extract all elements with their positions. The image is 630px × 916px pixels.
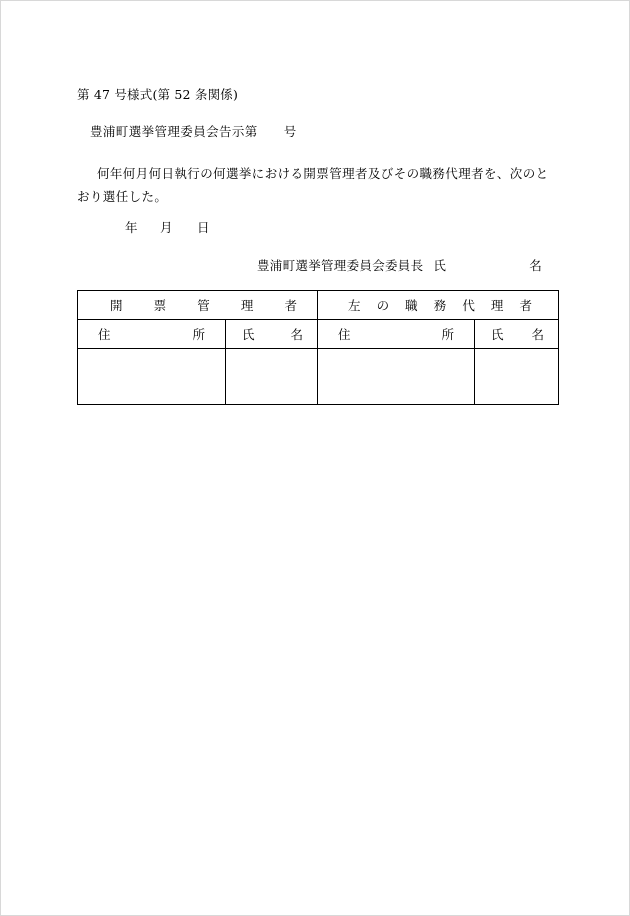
header-address-char: 所 [192,327,205,342]
header-deputy [318,291,559,320]
header-name-char: 氏 [491,327,504,342]
header-deputy-char: の [376,298,390,313]
header-deputy-char: 務 [433,298,447,313]
header-name-char: 名 [290,327,304,342]
cell-deputy-address [318,349,475,405]
header-deputy-char: 理 [490,298,504,313]
notice-body: 何年何月何日執行の何選挙における開票管理者及びその職務代理者を、次のとおり選任した。 [77,166,549,204]
table-header-row-fields [78,320,559,349]
header-counting-manager-char: 理 [240,298,254,313]
chair-title: 豊浦町選挙管理委員会委員長 [257,258,424,273]
header-manager-name [226,320,318,349]
date-day: 日 [197,220,210,235]
header-deputy-char: 左 [348,298,361,313]
cell-deputy-name [475,349,559,405]
appointee-table [77,290,559,405]
header-deputy-char: 者 [519,298,532,313]
notice-title [90,122,297,140]
table-header-row-group [78,291,559,320]
header-counting-manager-char: 管 [197,298,210,313]
header-counting-manager [78,291,318,320]
date-month: 月 [160,220,173,235]
chair-signature-line [257,256,542,274]
header-counting-manager-char: 開 [110,298,123,313]
header-address-char: 住 [338,327,351,342]
cell-manager-address [78,349,226,405]
header-counting-manager-char: 者 [284,298,298,313]
date-year: 年 [125,220,138,235]
header-deputy-name [475,320,559,349]
header-manager-address [78,320,226,349]
date-line [125,218,210,236]
chair-given-name: 名 [529,258,542,273]
form-number: 第 47 号様式(第 52 条関係) [77,87,239,102]
header-name-char: 名 [531,327,545,342]
notice-title-suffix: 号 [283,124,297,139]
table-row [78,349,559,405]
chair-family-name: 氏 [433,258,447,273]
header-deputy-address [318,320,475,349]
header-address-char: 所 [441,327,455,342]
header-address-char: 住 [98,327,111,342]
notice-title-text: 豊浦町選挙管理委員会告示第 [90,124,258,139]
header-name-char: 氏 [242,327,255,342]
header-deputy-char: 職 [405,298,418,313]
header-deputy-char: 代 [462,298,475,313]
cell-manager-name [226,349,318,405]
chair-title-group [257,256,446,274]
header-counting-manager-char: 票 [153,298,167,313]
